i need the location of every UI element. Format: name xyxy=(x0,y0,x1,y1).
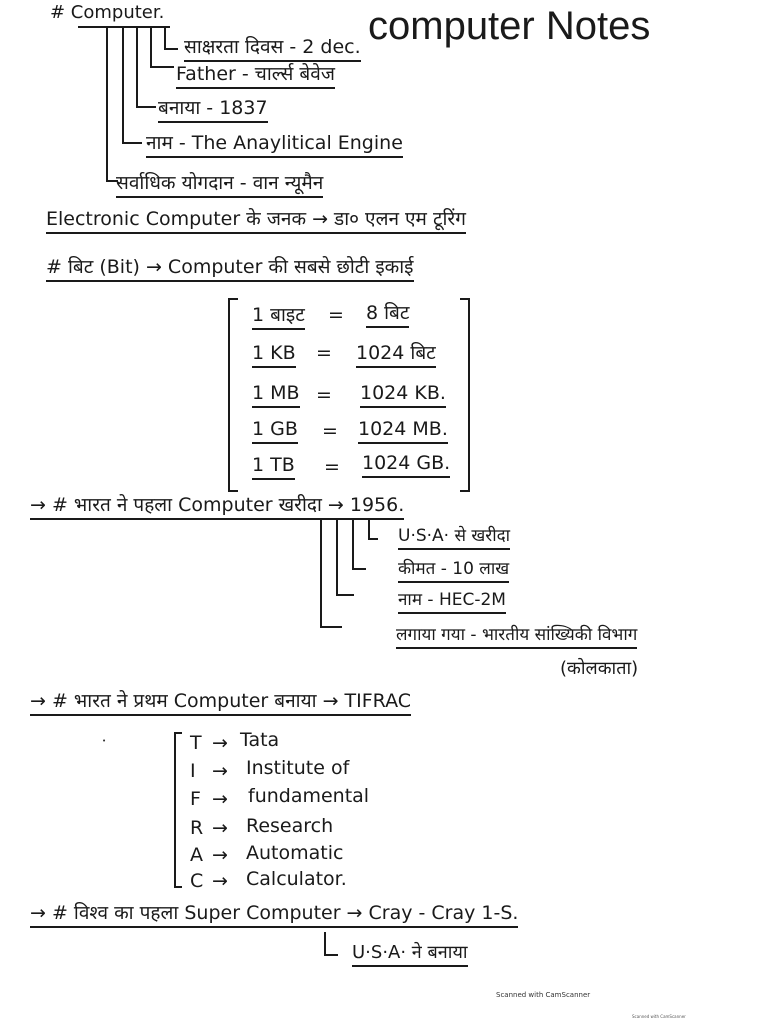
purchased-from: U·S·A· से खरीदा xyxy=(398,528,510,550)
installed-at: लगाया गया - भारतीय सांख्यिकी विभाग xyxy=(396,627,637,649)
acronym-word: Calculator. xyxy=(246,868,347,890)
acronym-word: Research xyxy=(246,815,334,837)
super-computer-heading: → # विश्व का पहला Super Computer → Cray - Cray 1-S. xyxy=(30,904,518,928)
purchase-price: कीमत - 10 लाख xyxy=(398,561,509,583)
arrow-icon: → xyxy=(212,732,228,754)
acronym-letter: C xyxy=(190,870,204,892)
history-branch-4 xyxy=(150,26,152,68)
hash-computer: # Computer. xyxy=(50,2,165,23)
history-branch-1 xyxy=(106,26,108,182)
unit-right: 1024 MB. xyxy=(358,420,448,444)
unit-equals: = xyxy=(328,304,344,326)
units-bracket-left xyxy=(228,298,238,492)
purchase-tick-3 xyxy=(352,568,366,570)
unit-equals: = xyxy=(322,420,338,442)
scanner-watermark: Scanned with CamScanner xyxy=(496,991,591,999)
unit-left: 1 GB xyxy=(252,420,298,444)
father-of-computer: Father - चार्ल्स बेवेज xyxy=(176,65,335,89)
arrow-icon: → xyxy=(212,760,228,782)
electronic-computer-father: Electronic Computer के जनक → डा० एलन एम टूरिंग xyxy=(46,210,466,234)
acronym-word: Institute of xyxy=(246,757,350,779)
first-built-heading: → # भारत ने प्रथम Computer बनाया → TIFRAC xyxy=(30,692,411,716)
unit-left: 1 TB xyxy=(252,456,295,480)
analytical-engine-name: नाम - The Anaylitical Engine xyxy=(146,134,403,158)
purchase-branch-2 xyxy=(336,520,338,596)
history-tick-3 xyxy=(136,106,156,108)
history-tree-top xyxy=(78,26,170,28)
unit-right: 8 बिट xyxy=(366,304,409,328)
super-branch xyxy=(324,932,326,956)
acronym-letter: A xyxy=(190,844,203,866)
purchase-tick-1 xyxy=(320,626,342,628)
page-title: computer Notes xyxy=(368,4,651,48)
purchase-computer-name: नाम - HEC-2M xyxy=(398,592,506,614)
acronym-letter: I xyxy=(190,760,196,782)
acronym-word: fundamental xyxy=(248,785,370,807)
arrow-icon: → xyxy=(212,870,228,892)
history-tick-5 xyxy=(164,48,178,50)
installed-city: (कोलकाता) xyxy=(560,658,639,679)
history-tick-2 xyxy=(122,142,142,144)
arrow-icon: → xyxy=(212,844,228,866)
literacy-day: साक्षरता दिवस - 2 dec. xyxy=(184,38,361,62)
arrow-icon: → xyxy=(212,817,228,839)
unit-left: 1 KB xyxy=(252,344,296,368)
history-branch-5 xyxy=(164,26,166,50)
first-purchase-heading: → # भारत ने पहला Computer खरीदा → 1956. xyxy=(30,496,404,520)
unit-equals: = xyxy=(316,342,332,364)
stray-dot: • xyxy=(102,737,107,745)
acronym-bracket xyxy=(174,732,182,888)
super-computer-maker: U·S·A· ने बनाया xyxy=(352,944,468,967)
acronym-letter: R xyxy=(190,817,204,839)
history-branch-2 xyxy=(122,26,124,144)
acronym-letter: T xyxy=(190,732,202,754)
purchase-branch-4 xyxy=(368,520,370,540)
acronym-word: Automatic xyxy=(246,842,344,864)
unit-right: 1024 KB. xyxy=(360,384,446,408)
units-bracket-right xyxy=(460,298,470,492)
unit-right: 1024 GB. xyxy=(362,454,450,478)
history-tick-4 xyxy=(150,66,174,68)
bit-heading: # बिट (Bit) → Computer की सबसे छोटी इकाई xyxy=(46,258,414,282)
arrow-icon: → xyxy=(212,788,228,810)
unit-left: 1 MB xyxy=(252,384,300,408)
history-branch-3 xyxy=(136,26,138,108)
unit-left: 1 बाइट xyxy=(252,306,305,330)
unit-equals: = xyxy=(316,384,332,406)
purchase-branch-3 xyxy=(352,520,354,570)
analytical-engine-year: बनाया - 1837 xyxy=(158,99,268,123)
purchase-branch-1 xyxy=(320,520,322,628)
scanner-watermark-small: Scanned with CamScanner xyxy=(632,1014,686,1019)
purchase-tick-4 xyxy=(368,538,378,540)
purchase-tick-2 xyxy=(336,594,354,596)
major-contribution: सर्वाधिक योगदान - वान न्यूमैन xyxy=(116,174,323,198)
acronym-word: Tata xyxy=(240,729,280,751)
acronym-letter: F xyxy=(190,788,201,810)
unit-right: 1024 बिट xyxy=(356,344,436,368)
unit-equals: = xyxy=(324,456,340,478)
super-tick xyxy=(324,954,338,956)
